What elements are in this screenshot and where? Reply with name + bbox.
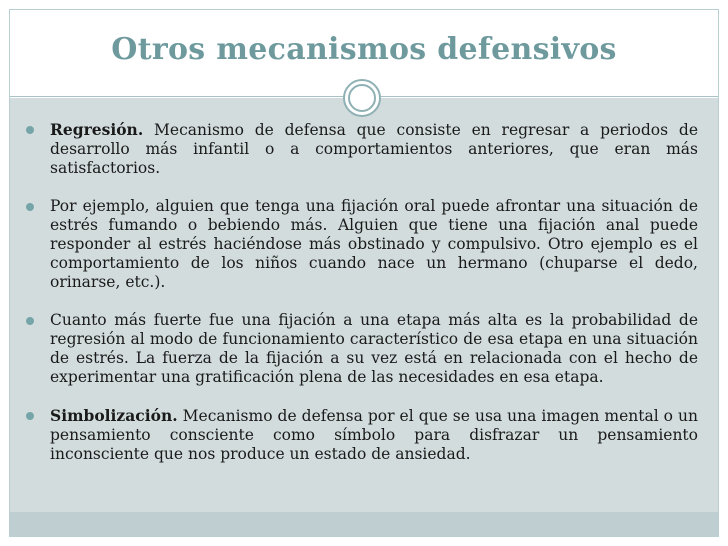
circle-bullet-icon bbox=[26, 126, 34, 134]
list-item bbox=[26, 406, 698, 464]
footer-band bbox=[10, 512, 718, 536]
item-text: Por ejemplo, alguien que tenga una fijación oral puede afrontar una situación de estrés fumando o bebiendo más. Alguien que tiene una fijación anal puede responder al estrés haciéndose más obstinado y compulsivo. Otro ejemplo es el comportamiento de los niños cuando nace un hermano (chuparse el dedo, orinarse, etc.). bbox=[50, 197, 698, 291]
bullet-list bbox=[26, 120, 698, 483]
item-text: Cuanto más fuerte fue una fijación a una etapa más alta es la probabilidad de regresión al modo de funcionamiento característico de esa etapa en una situación de estrés. La fuerza de la fijación a su vez está en relacionada con el hecho de experimentar una gratificación plena de las necesidades en esa etapa. bbox=[50, 311, 698, 386]
item-text: Mecanismo de defensa por el que se usa una imagen mental o un pensamiento consciente como símbolo para disfrazar un pensamiento inconsciente que nos produce un estado de ansiedad. bbox=[50, 407, 698, 463]
circle-bullet-icon bbox=[26, 412, 34, 420]
list-item bbox=[26, 120, 698, 178]
list-item bbox=[26, 197, 698, 292]
term-label: Simbolización. bbox=[50, 406, 178, 425]
slide-title: Otros mecanismos defensivos bbox=[111, 32, 617, 67]
circle-bullet-icon bbox=[26, 317, 34, 325]
list-item bbox=[26, 311, 698, 387]
term-label: Regresión. bbox=[50, 120, 144, 139]
circle-bullet-icon bbox=[26, 203, 34, 211]
concentric-circles-icon bbox=[342, 78, 382, 118]
item-text: Mecanismo de defensa que consiste en regresar a periodos de desarrollo más infantil o a comportamientos anteriores, que eran más satisfactorios. bbox=[50, 121, 698, 177]
